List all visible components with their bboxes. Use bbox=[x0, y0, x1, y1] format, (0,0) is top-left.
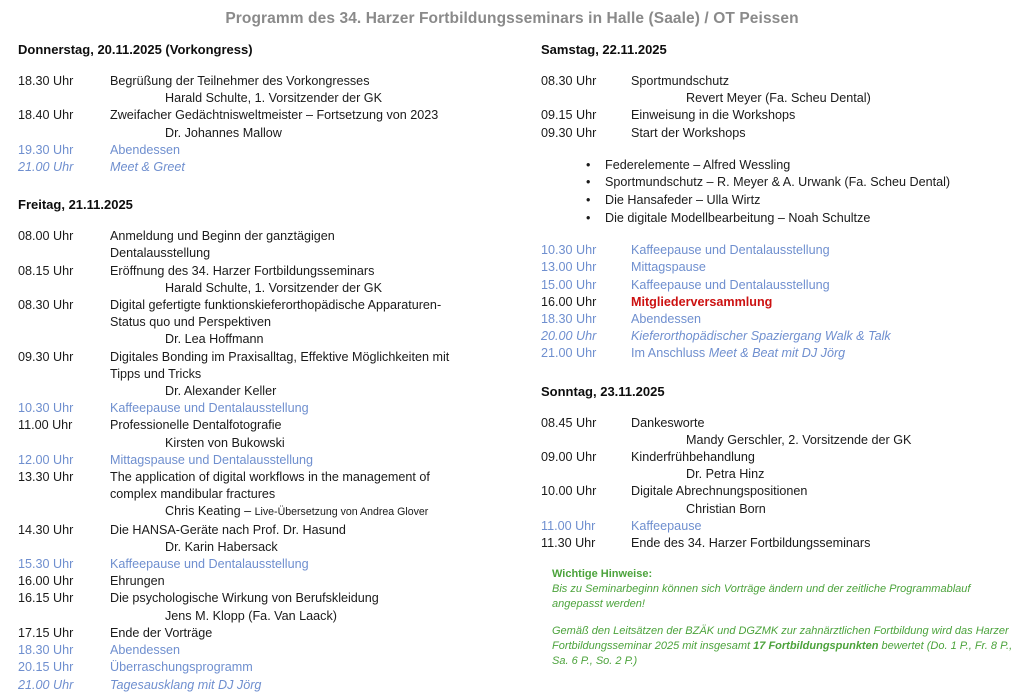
list-item-label: Federelemente – Alfred Wessling bbox=[605, 157, 791, 172]
row-description bbox=[631, 73, 1016, 107]
notes-line: Bis zu Seminarbeginn können sich Vorträge ändern und der zeitliche Programmablauf bbox=[552, 583, 971, 596]
schedule-row bbox=[541, 518, 1016, 535]
bullet-icon: • bbox=[586, 193, 591, 207]
row-description bbox=[110, 469, 506, 522]
schedule-row bbox=[18, 469, 506, 522]
schedule-row bbox=[541, 294, 1016, 311]
row-time: 08.30 Uhr bbox=[541, 74, 597, 88]
row-speaker: Dr. Alexander Keller bbox=[165, 384, 277, 399]
row-description bbox=[110, 263, 506, 297]
notes-paragraph-2 bbox=[552, 624, 1016, 669]
fortbildungspunkte-rest: bewertet (Do. 1 P., Fr. 8 P., Sa. 6 P., So. 2 P.) bbox=[552, 640, 1013, 668]
row-text: Zweifacher Gedächtnisweltmeister – Fortsetzung von 2023 bbox=[110, 108, 439, 123]
row-time: 08.30 Uhr bbox=[18, 298, 74, 313]
row-text-cont: Dentalausstellung bbox=[110, 246, 211, 261]
row-description: Meet & Greet bbox=[110, 160, 185, 175]
spacer bbox=[541, 58, 1016, 73]
important-notes bbox=[541, 567, 1016, 669]
notes-line: Gemäß den Leitsätzen der BZÄK und DGZMK zur zahnärztlichen Fortbildung wird das bbox=[552, 625, 973, 638]
row-description: Überraschungsprogramm bbox=[110, 660, 253, 675]
day-heading-sonntag: Sonntag, 23.11.2025 bbox=[541, 383, 665, 399]
day-heading-freitag: Freitag, 21.11.2025 bbox=[18, 197, 133, 213]
row-time: 15.30 Uhr bbox=[18, 557, 74, 572]
bullet-icon: • bbox=[586, 210, 591, 225]
schedule-row bbox=[18, 228, 506, 262]
schedule-row bbox=[541, 345, 1016, 362]
spacer bbox=[18, 213, 506, 228]
row-description: Kaffeepause und Dentalausstellung bbox=[631, 243, 830, 258]
row-time: 11.30 Uhr bbox=[541, 536, 596, 551]
row-description bbox=[631, 415, 1016, 449]
schedule-row bbox=[541, 449, 1016, 483]
row-time: 09.30 Uhr bbox=[541, 125, 597, 140]
row-time: 12.00 Uhr bbox=[18, 452, 74, 467]
list-item bbox=[541, 174, 1016, 192]
schedule-row bbox=[541, 535, 1016, 552]
bullet-icon: • bbox=[586, 157, 591, 172]
speaker-note: Live-Übersetzung von Andrea Glover bbox=[254, 506, 429, 519]
schedule-row bbox=[541, 73, 1016, 107]
notes-line: Harzer Fortbildungsseminar 2025 mit insgesamt bbox=[552, 625, 1009, 653]
row-time: 21.00 Uhr bbox=[18, 677, 74, 692]
row-text: Digitale Abrechnungspositionen bbox=[631, 484, 808, 499]
row-time: 16.00 Uhr bbox=[18, 574, 74, 589]
day-heading-samstag: Samstag, 22.11.2025 bbox=[541, 42, 667, 57]
row-speaker: Harald Schulte, 1. Vorsitzender der GK bbox=[165, 280, 383, 295]
row-time: 18.40 Uhr bbox=[18, 108, 74, 123]
day-block-donnerstag bbox=[18, 42, 506, 176]
notes-paragraph-1 bbox=[552, 582, 1016, 612]
row-speaker: Dr. Petra Hinz bbox=[686, 467, 765, 482]
spacer bbox=[541, 363, 1016, 384]
row-speaker: Kirsten von Bukowski bbox=[165, 435, 285, 450]
row-description-highlight: Mitgliederversammlung bbox=[631, 294, 773, 309]
left-column bbox=[0, 42, 512, 694]
row-description bbox=[631, 449, 1016, 483]
row-time: 14.30 Uhr bbox=[18, 522, 74, 537]
row-time: 10.30 Uhr bbox=[18, 401, 74, 416]
row-speaker: Christian Born bbox=[686, 501, 766, 516]
row-description: Mittagspause bbox=[631, 260, 706, 275]
row-text: Digital gefertigte funktionskieferorthopädische Apparaturen- bbox=[110, 298, 442, 313]
row-description: Kaffeepause bbox=[631, 518, 702, 533]
right-column bbox=[512, 42, 1024, 669]
row-time: 13.30 Uhr bbox=[18, 470, 74, 485]
row-text: Die psychologische Wirkung von Berufskleidung bbox=[110, 591, 379, 606]
spacer bbox=[552, 612, 1016, 624]
row-text-italic: Meet & Beat mit DJ Jörg bbox=[708, 346, 846, 361]
row-text: Begrüßung der Teilnehmer des Vorkongresses bbox=[110, 74, 370, 88]
row-description: Ehrungen bbox=[110, 574, 165, 589]
row-time: 09.30 Uhr bbox=[18, 349, 74, 364]
row-time: 09.15 Uhr bbox=[541, 108, 597, 123]
schedule-row bbox=[18, 263, 506, 297]
row-time: 09.00 Uhr bbox=[541, 450, 597, 465]
row-speaker bbox=[110, 503, 506, 521]
schedule-row bbox=[18, 590, 506, 624]
schedule-row bbox=[541, 107, 1016, 124]
row-description bbox=[110, 417, 506, 451]
schedule-row bbox=[18, 400, 506, 417]
schedule-row bbox=[18, 642, 506, 659]
day-block-samstag bbox=[541, 42, 1016, 363]
list-item bbox=[541, 157, 1016, 175]
row-description: Kaffeepause und Dentalausstellung bbox=[631, 277, 830, 292]
row-time: 19.30 Uhr bbox=[18, 142, 74, 157]
row-time: 08.45 Uhr bbox=[541, 415, 597, 430]
speaker-name: Chris Keating – bbox=[165, 504, 255, 519]
row-description bbox=[110, 107, 506, 141]
row-text-cont: Status quo und Perspektiven bbox=[110, 315, 272, 330]
row-description bbox=[631, 483, 1016, 517]
row-description: Abendessen bbox=[110, 643, 181, 658]
row-description: Abendessen bbox=[631, 312, 702, 326]
notes-line: angepasst werden! bbox=[552, 598, 645, 611]
row-speaker: Dr. Karin Habersack bbox=[165, 539, 278, 554]
schedule-rows-sonntag bbox=[541, 415, 1016, 553]
schedule-row bbox=[18, 452, 506, 469]
row-time: 17.15 Uhr bbox=[18, 625, 74, 640]
row-text: Die HANSA-Geräte nach Prof. Dr. Hasund bbox=[110, 522, 346, 537]
schedule-row bbox=[18, 677, 506, 694]
page-title: Programm des 34. Harzer Fortbildungsseminars in Halle (Saale) / OT Peissen bbox=[225, 10, 799, 27]
row-description bbox=[110, 522, 506, 556]
row-time: 21.00 Uhr bbox=[18, 160, 74, 175]
fortbildungspunkte-value: 17 Fortbildungspunkten bbox=[753, 640, 879, 653]
row-time: 20.00 Uhr bbox=[541, 329, 597, 344]
schedule-row bbox=[541, 242, 1016, 259]
row-time: 11.00 Uhr bbox=[18, 418, 73, 433]
list-item-label: Die digitale Modellbearbeitung – Noah Schultze bbox=[605, 210, 871, 225]
row-description: Kaffeepause und Dentalausstellung bbox=[110, 401, 309, 416]
schedule-row bbox=[541, 483, 1016, 517]
row-text: Digitales Bonding im Praxisalltag, Effektive Möglichkeiten mit bbox=[110, 349, 450, 364]
schedule-rows-donnerstag bbox=[18, 73, 506, 176]
notes-title: Wichtige Hinweise: bbox=[552, 568, 653, 581]
row-speaker: Revert Meyer (Fa. Scheu Dental) bbox=[686, 91, 871, 106]
row-time: 16.00 Uhr bbox=[541, 294, 597, 309]
list-item bbox=[541, 192, 1016, 210]
bullet-icon: • bbox=[586, 175, 591, 190]
row-text: Kinderfrühbehandlung bbox=[631, 450, 755, 465]
schedule-row bbox=[18, 107, 506, 141]
row-description: Tagesausklang mit DJ Jörg bbox=[110, 677, 262, 692]
row-description bbox=[110, 297, 506, 349]
row-description: Kaffeepause und Dentalausstellung bbox=[110, 557, 309, 572]
row-text: Im Anschluss bbox=[631, 346, 709, 361]
row-time: 20.15 Uhr bbox=[18, 660, 74, 675]
schedule-row bbox=[541, 311, 1016, 328]
schedule-row bbox=[541, 328, 1016, 345]
row-description bbox=[110, 228, 506, 262]
row-description: Ende des 34. Harzer Fortbildungsseminars bbox=[631, 536, 871, 551]
row-description bbox=[110, 590, 506, 624]
spacer bbox=[18, 58, 506, 73]
day-heading-donnerstag: Donnerstag, 20.11.2025 (Vorkongress) bbox=[18, 42, 253, 57]
row-text: Professionelle Dentalfotografie bbox=[110, 418, 282, 433]
row-time: 18.30 Uhr bbox=[541, 312, 597, 326]
row-description: Start der Workshops bbox=[631, 125, 746, 140]
schedule-row bbox=[18, 349, 506, 401]
schedule-row bbox=[541, 277, 1016, 294]
spacer bbox=[541, 227, 1016, 242]
workshop-list bbox=[541, 157, 1016, 227]
spacer bbox=[541, 552, 1016, 567]
row-text: Eröffnung des 34. Harzer Fortbildungsseminars bbox=[110, 263, 375, 278]
row-description bbox=[110, 73, 506, 107]
schedule-row bbox=[18, 73, 506, 107]
schedule-row bbox=[18, 573, 506, 590]
row-time: 15.00 Uhr bbox=[541, 277, 597, 292]
row-description: Einweisung in die Workshops bbox=[631, 108, 796, 123]
spacer bbox=[541, 142, 1016, 157]
schedule-rows-samstag bbox=[541, 73, 1016, 142]
list-item bbox=[541, 210, 1016, 228]
row-text: The application of digital workflows in the management of bbox=[110, 470, 430, 485]
row-speaker: Jens M. Klopp (Fa. Van Laack) bbox=[165, 608, 337, 623]
row-text: Sportmundschutz bbox=[631, 74, 730, 88]
schedule-row bbox=[18, 142, 506, 159]
schedule-rows-samstag-afternoon bbox=[541, 242, 1016, 362]
row-time: 21.00 Uhr bbox=[541, 346, 597, 361]
row-time: 18.30 Uhr bbox=[18, 74, 74, 88]
schedule-row bbox=[18, 417, 506, 451]
spacer bbox=[541, 400, 1016, 415]
row-description: Kieferorthopädischer Spaziergang Walk & Talk bbox=[631, 329, 891, 344]
schedule-row bbox=[18, 522, 506, 556]
schedule-row bbox=[18, 625, 506, 642]
schedule-row bbox=[541, 125, 1016, 142]
row-time: 08.00 Uhr bbox=[18, 229, 74, 244]
row-time: 18.30 Uhr bbox=[18, 643, 74, 658]
row-description: Mittagspause und Dentalausstellung bbox=[110, 452, 314, 467]
row-text-cont: Tipps und Tricks bbox=[110, 366, 202, 381]
schedule-row bbox=[18, 659, 506, 676]
list-item-label: Die Hansafeder – Ulla Wirtz bbox=[605, 193, 761, 207]
schedule-row bbox=[18, 556, 506, 573]
row-description: Ende der Vorträge bbox=[110, 625, 213, 640]
row-speaker: Dr. Lea Hoffmann bbox=[165, 332, 264, 347]
row-speaker: Dr. Johannes Mallow bbox=[165, 125, 282, 140]
row-time: 11.00 Uhr bbox=[541, 518, 596, 533]
row-text: Dankesworte bbox=[631, 415, 705, 430]
schedule-row bbox=[18, 297, 506, 349]
row-speaker: Mandy Gerschler, 2. Vorsitzende der GK bbox=[686, 432, 912, 447]
row-time: 10.00 Uhr bbox=[541, 484, 597, 499]
row-text: Anmeldung und Beginn der ganztägigen bbox=[110, 229, 335, 244]
row-time: 08.15 Uhr bbox=[18, 263, 74, 278]
spacer bbox=[18, 176, 506, 197]
schedule-row bbox=[18, 159, 506, 176]
schedule-row bbox=[541, 259, 1016, 276]
row-time: 13.00 Uhr bbox=[541, 260, 597, 275]
list-item-label: Sportmundschutz – R. Meyer & A. Urwank (Fa. Scheu Dental) bbox=[605, 175, 951, 190]
row-text-cont: complex mandibular fractures bbox=[110, 487, 276, 502]
row-description: Abendessen bbox=[110, 142, 181, 157]
program-columns bbox=[0, 28, 1024, 694]
day-block-freitag bbox=[18, 197, 506, 693]
row-description bbox=[631, 345, 1016, 362]
row-description bbox=[110, 349, 506, 401]
row-time: 10.30 Uhr bbox=[541, 243, 597, 258]
row-time: 16.15 Uhr bbox=[18, 591, 74, 606]
day-block-sonntag bbox=[541, 384, 1016, 553]
schedule-rows-freitag bbox=[18, 228, 506, 693]
row-speaker: Harald Schulte, 1. Vorsitzender der GK bbox=[165, 91, 383, 106]
schedule-row bbox=[541, 415, 1016, 449]
